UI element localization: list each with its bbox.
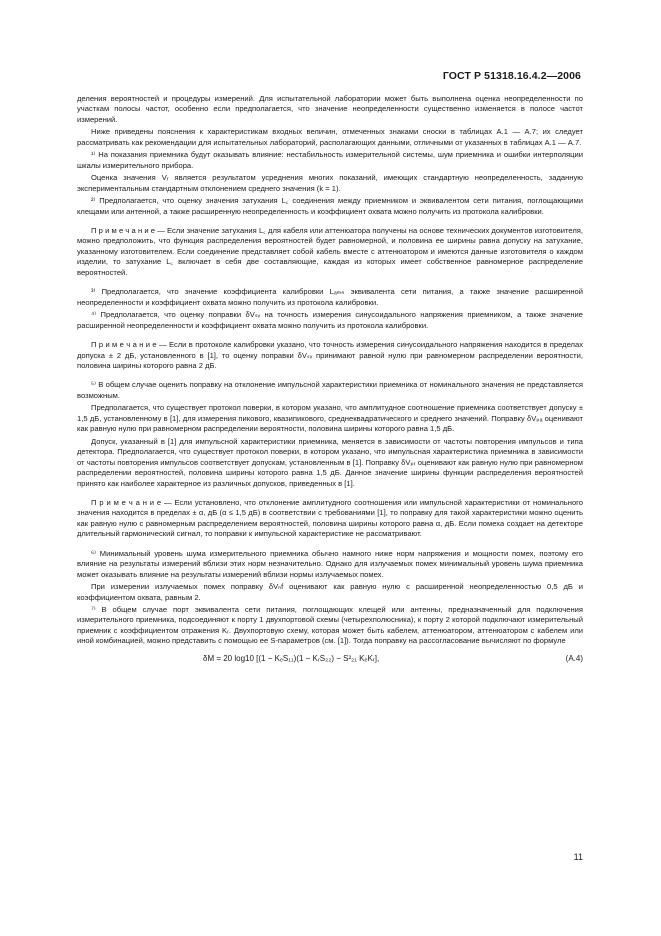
paragraph: ²⁾ Предполагается, что оценку значения затухания L꜀ соединения между приемником и эквивалентом сети питания, поглощающими клещами или антенной, а также расширенную неопределенность и коэффициент охвата можно получить из протокола калибровки.: [77, 196, 583, 216]
page-number: 11: [573, 852, 583, 862]
paragraph: ⁷⁾ В общем случае порт эквивалента сети питания, поглощающих клещей или антенны, предназначенный для подключения измерительного приемника, подсоединяют к порту 1 двухпортовой схемы (четырехполюсника), к порту 2 которой подключают измерительный приемник с коэффициентом отражения Kᵣ. Двухпортовую схему, которая может быть кабелем, аттенюатором, аттенюатором с кабелем или иной комбинацией, можно представить с помощью ее S-параметров (см. [1]). Тогда поправку на рассогласование вычисляют по формуле: [77, 605, 583, 646]
document-body: [77, 94, 583, 669]
paragraph: ⁴⁾ Предполагается, что оценку поправки δVₛᵥ на точность измерения синусоидального напряжения приемником, а также значение расширенной неопределенности и коэффициент охвата можно получить из протокола калибровки.: [77, 310, 583, 330]
paragraph: Ниже приведены пояснения к характеристикам входных величин, отмеченных знаками сноски в таблицах А.1 — А.7; их следует рассматривать как рекомендации для испытательных лабораторий, располагающих данными, отличными от указанных в таблицах А.1 — А.7.: [77, 127, 583, 147]
paragraph: Допуск, указанный в [1] для импульсной характеристики приемника, меняется в зависимости от частоты повторения импульсов и типа детектора. Предполагается, что существует протокол поверки, в котором указано, что импульсная характеристика приемника в зависимости от частоты повторения импульсов соответствует допускам, установленным в [1]. Поправку δVₚᵣ оценивают как равную нулю при равномерном распределении вероятностей, половина ширины которого равна 1,5 дБ. Данное значение ширины функции распределения вероятностей принято как наиболее характерное из различных допусков, приведенных в [1].: [77, 436, 583, 488]
paragraph: Предполагается, что существует протокол поверки, в котором указано, что амплитудное соотношение приемника соответствует допуску ± 1,5 дБ, установленному в [1], для измерения пикового, квазипикового, среднеквадратического и среднего значений. Поправку δVₚₐ оценивают как равную нулю при равномерном распределении вероятности, половина ширины которого равна 1,5 дБ.: [77, 403, 583, 434]
paragraph-gap: [77, 280, 583, 287]
paragraph: П р и м е ч а н и е — Если установлено, что отклонение амплитудного соотношения или импульсной характеристики от номинального значения находится в пределах ± α, дБ (α ≤ 1,5 дБ) в соответствии с требованиями [1], то поправку для такой характеристики можно оценить как равную нулю с равномерным распределением вероятностей, половина ширины которого равна α, дБ. Если помеха создает на детекторе длительный гармонический сигнал, то поправки к импульсной характеристике не рассматривают.: [77, 497, 583, 539]
paragraph-gap: [77, 219, 583, 226]
standard-header: ГОСТ Р 51318.16.4.2—2006: [442, 70, 581, 82]
paragraph-list: [77, 94, 583, 647]
paragraph: ⁶⁾ Минимальный уровень шума измерительного приемника обычно намного ниже норм напряжения и мощности помех, поэтому его влияние на результаты измерений вблизи этих норм незначительно. Однако для излучаемых помех минимальный уровень шума приемника может оказывать влияние на результаты измерений вблизи нормы излучаемых помех.: [77, 548, 583, 579]
paragraph: ⁵⁾ В общем случае оценить поправку на отклонение импульсной характеристики приемника от номинального значения не представляется возможным.: [77, 380, 583, 400]
paragraph-gap: [77, 542, 583, 549]
paragraph: деления вероятностей и процедуры измерений. Для испытательной лаборатории может быть выполнена оценка неопределенности по участкам полосы частот, особенно если предполагается, что значение неопределенности существенно изменяется в полосе частот измерений.: [77, 94, 583, 124]
formula-number: (А.4): [565, 653, 583, 663]
formula-row: [77, 653, 583, 669]
paragraph: При измерении излучаемых помех поправку δVₙf оценивают как равную нулю с расширенной неопределенностью 0,5 дБ и коэффициентом охвата, равным 2.: [77, 582, 583, 602]
paragraph: ³⁾ Предполагается, что значение коэффициента калибровки Lₐₘₙ эквивалента сети питания, а также значение расширенной неопределенности и коэффициент охвата можно получить из протокола калибровки.: [77, 287, 583, 307]
paragraph: П р и м е ч а н и е — Если значение затухания L꜀ для кабеля или аттенюатора получены на основе технических документов изготовителя, можно предположить, что функция распределения вероятностей будет равномерной, и половина ее ширины равна допуску на затухание, указанному изготовителем. Если соединение представляет собой кабель вместе с аттенюатором и имеются данные изготовителя о каждом изделии, то затухание L꜀ включает в себя две составляющие, каждая из которых имеет собственное равномерное распределение вероятностей.: [77, 225, 583, 277]
paragraph-gap: [77, 333, 583, 340]
paragraph-gap: [77, 491, 583, 498]
paragraph-gap: [77, 373, 583, 380]
formula-a4: δM = 20 log10 [(1 − KₑS₁₁)(1 − KᵣS₂₂) − S²₂₁ KₑKᵣ],: [203, 653, 380, 663]
paragraph: ¹⁾ На показания приемника будут оказывать влияние: нестабильность измерительной системы, шум приемника и ошибки интерполяции шкалы измерительного прибора.: [77, 150, 583, 170]
paragraph: Оценка значения Vᵣ является результатом усреднения многих показаний, имеющих стандартную неопределенность, заданную экспериментальным стандартным отклонением среднего значения (k = 1).: [77, 173, 583, 193]
paragraph: П р и м е ч а н и е — Если в протоколе калибровки указано, что точность измерения синусоидального напряжения находится в пределах допуска ± 2 дБ, установленного в [1], то оценку поправки δVₛᵥ принимают равной нулю при равномерном распределении вероятности, половина ширины которого равна 2 дБ.: [77, 340, 583, 370]
